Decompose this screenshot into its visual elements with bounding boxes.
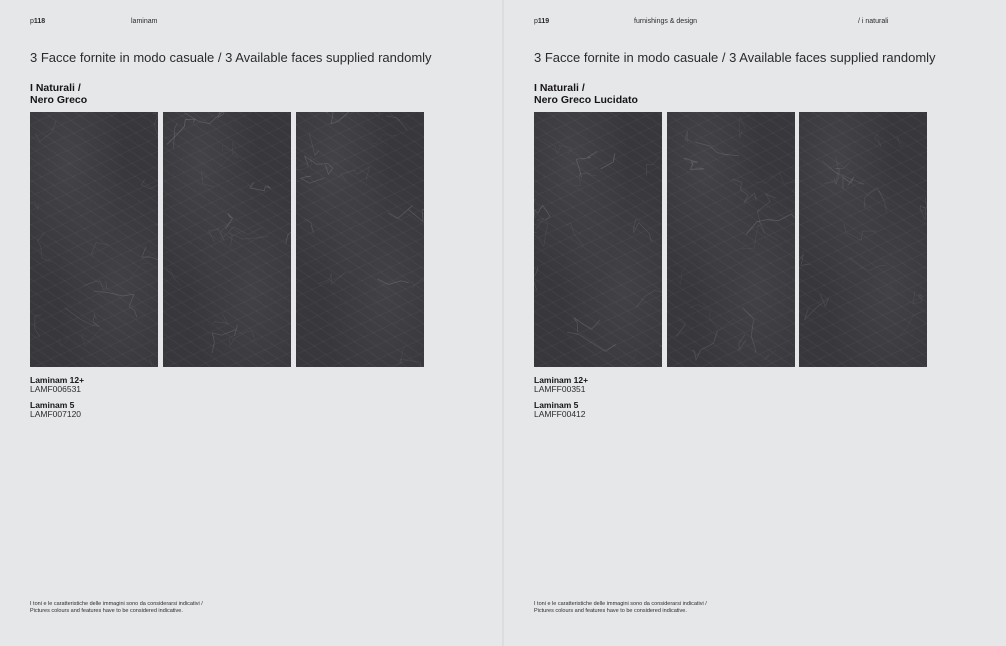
footnote bbox=[30, 601, 203, 615]
marble-vein bbox=[692, 331, 717, 360]
marble-vein bbox=[567, 332, 616, 351]
marble-vein bbox=[305, 156, 333, 174]
left-page bbox=[0, 0, 502, 646]
footnote-it: I toni e le caratteristiche delle immagini sono da considerarsi indicativi / bbox=[534, 601, 707, 607]
marble-vein bbox=[574, 318, 601, 332]
marble-vein bbox=[695, 142, 739, 156]
marble-face-tile bbox=[534, 112, 662, 367]
marble-vein bbox=[634, 219, 652, 242]
marble-face-tile bbox=[296, 112, 424, 367]
marble-vein bbox=[543, 138, 572, 154]
marble-vein bbox=[534, 205, 550, 220]
marble-vein bbox=[156, 221, 158, 228]
marble-vein bbox=[865, 188, 887, 213]
marble-vein bbox=[388, 205, 424, 222]
marble-vein bbox=[65, 308, 100, 327]
marble-vein bbox=[319, 271, 346, 284]
marble-vein bbox=[94, 291, 137, 317]
code-block bbox=[534, 401, 588, 419]
product-name: Nero Greco bbox=[30, 94, 88, 106]
marble-vein bbox=[377, 112, 392, 114]
marble-vein bbox=[340, 167, 369, 181]
marble-vein bbox=[286, 223, 291, 243]
page-number bbox=[534, 18, 549, 25]
marble-vein bbox=[920, 197, 927, 220]
collection-name: I Naturali / bbox=[30, 82, 81, 94]
marble-vein bbox=[83, 281, 107, 290]
marble-vein bbox=[743, 307, 756, 353]
code-block bbox=[534, 376, 588, 394]
marble-vein bbox=[92, 243, 109, 255]
marble-texture bbox=[30, 112, 158, 367]
marble-texture bbox=[296, 112, 424, 367]
marble-texture bbox=[667, 112, 795, 367]
marble-vein bbox=[59, 336, 69, 347]
marble-vein bbox=[899, 312, 920, 335]
marble-vein bbox=[913, 291, 923, 304]
marble-vein bbox=[305, 219, 314, 234]
product-title bbox=[534, 82, 638, 106]
marble-vein bbox=[676, 317, 686, 337]
marble-vein bbox=[741, 225, 778, 249]
marble-vein bbox=[891, 133, 904, 147]
marble-vein bbox=[637, 278, 662, 307]
marble-vein bbox=[844, 224, 878, 240]
footnote-en: Pictures colours and features have to be considered indicative. bbox=[30, 608, 183, 614]
code-block bbox=[30, 376, 84, 394]
marble-vein bbox=[166, 268, 182, 286]
marble-vein bbox=[567, 223, 584, 246]
product-codes bbox=[30, 376, 84, 426]
right-page bbox=[504, 0, 1006, 646]
code-value: LAMFF00351 bbox=[534, 384, 586, 394]
marble-vein bbox=[879, 191, 894, 209]
page-prefix: p bbox=[30, 18, 34, 25]
page-heading: 3 Facce fornite in modo casuale / 3 Available faces supplied randomly bbox=[30, 50, 432, 65]
marble-vein bbox=[646, 157, 659, 176]
collection-name: I Naturali / bbox=[534, 82, 585, 94]
marble-vein bbox=[761, 350, 776, 361]
marble-vein bbox=[38, 234, 51, 262]
marble-vein bbox=[575, 174, 597, 186]
code-name: Laminam 12+ bbox=[534, 375, 589, 385]
section-name: laminam bbox=[131, 18, 158, 25]
product-codes bbox=[534, 376, 588, 426]
marble-vein bbox=[659, 346, 662, 366]
marble-vein bbox=[610, 355, 636, 367]
marble-vein bbox=[534, 267, 538, 290]
marble-vein bbox=[601, 154, 616, 169]
marble-vein bbox=[754, 173, 795, 198]
marble-vein bbox=[684, 158, 704, 169]
marble-texture bbox=[799, 112, 927, 367]
marble-face-tile bbox=[667, 112, 795, 367]
marble-vein bbox=[250, 183, 271, 191]
marble-vein bbox=[685, 131, 690, 142]
footnote-en: Pictures colours and features have to be considered indicative. bbox=[534, 608, 687, 614]
marble-texture bbox=[534, 112, 662, 367]
footnote bbox=[534, 601, 707, 615]
marble-vein bbox=[378, 279, 409, 285]
category-name: / i naturali bbox=[858, 18, 889, 25]
code-value: LAMF007120 bbox=[30, 409, 82, 419]
code-value: LAMF006531 bbox=[30, 384, 82, 394]
marble-vein bbox=[301, 177, 324, 184]
page-number-value: 119 bbox=[537, 18, 550, 25]
marble-vein bbox=[217, 142, 238, 169]
page-number bbox=[30, 18, 45, 25]
marble-vein bbox=[142, 179, 159, 189]
marble-vein bbox=[739, 117, 745, 139]
marble-vein bbox=[397, 348, 404, 365]
product-title bbox=[30, 82, 87, 106]
marble-vein bbox=[142, 247, 158, 274]
page-prefix: p bbox=[534, 18, 538, 25]
page-heading: 3 Facce fornite in modo casuale / 3 Available faces supplied randomly bbox=[534, 50, 936, 65]
marble-vein bbox=[167, 119, 195, 144]
marble-vein bbox=[296, 156, 311, 170]
marble-vein bbox=[875, 134, 882, 147]
marble-vein bbox=[225, 213, 232, 229]
marble-vein bbox=[152, 112, 158, 134]
marble-vein bbox=[214, 315, 228, 324]
marble-vein bbox=[130, 264, 148, 280]
marble-vein bbox=[677, 265, 687, 285]
marble-vein bbox=[849, 257, 886, 271]
section-name: furnishings & design bbox=[634, 18, 698, 25]
marble-vein bbox=[400, 359, 424, 367]
code-name: Laminam 5 bbox=[534, 400, 579, 410]
code-name: Laminam 5 bbox=[30, 400, 75, 410]
marble-face-tile bbox=[163, 112, 291, 367]
marble-vein bbox=[804, 294, 828, 320]
page-number-value: 118 bbox=[33, 18, 46, 25]
marble-vein bbox=[843, 177, 854, 189]
code-name: Laminam 12+ bbox=[30, 375, 85, 385]
marble-face-tile bbox=[799, 112, 927, 367]
marble-texture bbox=[163, 112, 291, 367]
footnote-it: I toni e le caratteristiche delle immagini sono da considerarsi indicativi / bbox=[30, 601, 203, 607]
code-block bbox=[30, 401, 84, 419]
marble-vein bbox=[30, 202, 38, 211]
product-name: Nero Greco Lucidato bbox=[534, 94, 638, 106]
marble-vein bbox=[746, 214, 795, 234]
marble-vein bbox=[150, 359, 156, 367]
marble-vein bbox=[184, 112, 223, 124]
marble-vein bbox=[536, 218, 548, 246]
marble-vein bbox=[361, 132, 396, 144]
marble-vein bbox=[799, 254, 810, 265]
marble-vein bbox=[222, 145, 233, 152]
marble-vein bbox=[733, 179, 757, 203]
marble-vein bbox=[327, 112, 351, 124]
marble-vein bbox=[202, 171, 214, 186]
marble-vein bbox=[689, 305, 744, 330]
marble-vein bbox=[309, 134, 319, 156]
marble-vein bbox=[824, 157, 838, 184]
marble-vein bbox=[229, 331, 255, 346]
code-value: LAMFF00412 bbox=[534, 409, 586, 419]
marble-vein bbox=[386, 116, 407, 131]
marble-vein bbox=[81, 329, 101, 347]
marble-vein bbox=[412, 261, 424, 289]
marble-face-tile bbox=[30, 112, 158, 367]
marble-vein bbox=[35, 315, 42, 337]
marble-vein bbox=[739, 335, 746, 351]
marble-vein bbox=[35, 121, 56, 142]
